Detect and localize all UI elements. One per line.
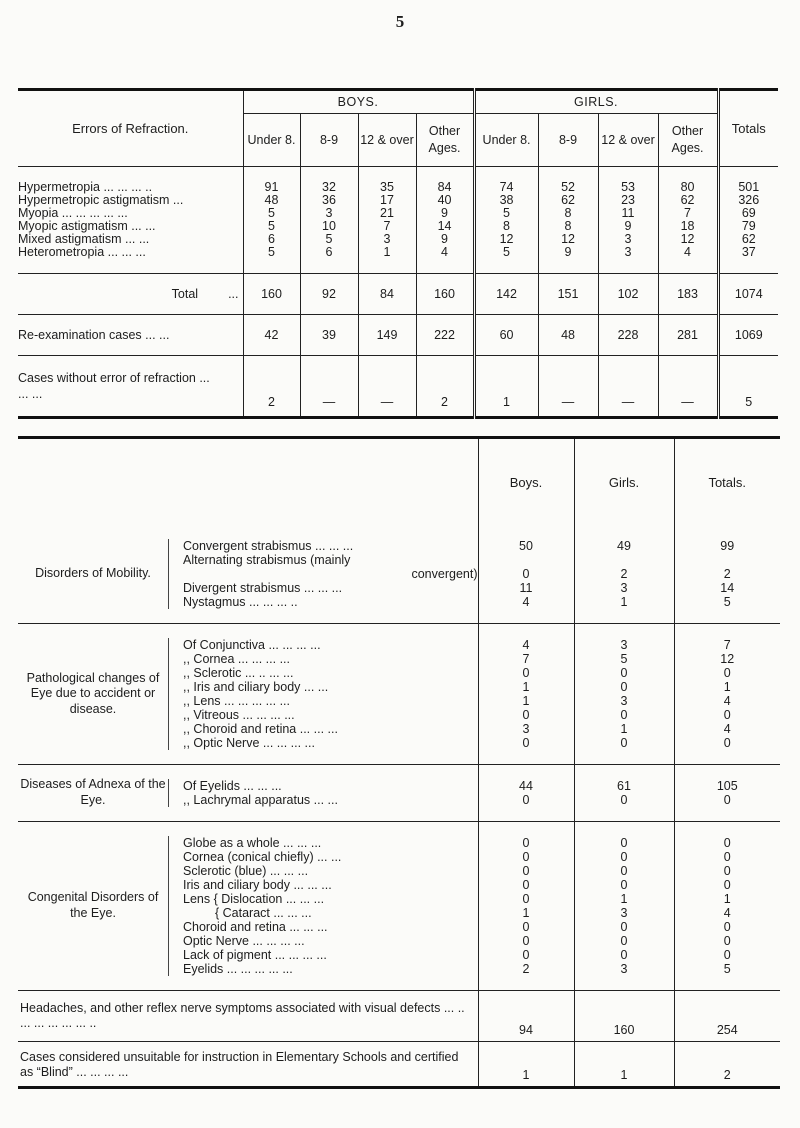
value-cell: — [658,356,718,418]
value-cell: 151 [538,274,598,315]
item-label: ,, Lens ... ... ... ... ... [183,694,290,708]
value-cell: 0 [522,948,530,962]
value-cell: 2 [243,356,300,418]
value-cell: 228 [598,315,658,356]
value-cell: 3 [620,581,628,595]
refraction-table [18,88,778,419]
row-label: Mixed astigmatism ... ... [18,233,150,246]
value-cell: 1 [522,680,530,694]
value-cell: 0 [522,793,530,807]
value-cell: 1 [574,1042,674,1088]
value-cell: 1 [478,1042,574,1088]
item-label: Choroid and retina ... ... ... [183,920,328,934]
value-cell: 48 [243,194,300,207]
value-cell: 2 [416,356,474,418]
value-cell: 79 [718,220,778,233]
category-label: Congenital Disorders of the Eye. [18,822,168,991]
value-cell: 0 [522,920,530,934]
total-label: Total [171,287,199,301]
value-cell: 0 [723,948,731,962]
value-cell: 18 [658,220,718,233]
value-cell: 99 [720,539,735,553]
summary-label: Headaches, and other reflex nerve symptoms associated with visual defects ... .. ... ... ... ... ... .. [18,991,478,1042]
table-row [18,181,778,194]
item-label: convergent) [411,567,478,581]
table-row [18,207,778,220]
value-cell: 1 [522,906,530,920]
value-cell: 10 [300,220,358,233]
item-label: ,, Vitreous ... ... ... ... [183,708,295,722]
item-label: Lack of pigment ... ... ... ... [183,948,327,962]
girls-12-over-header: 12 & over [598,114,658,167]
value-cell: 12 [474,233,538,246]
value-cell: 4 [522,638,530,652]
value-cell: 8 [538,220,598,233]
item-label: ,, Sclerotic ... .. ... ... [183,666,294,680]
value-cell: 1 [474,356,538,418]
value-cell: 5 [620,652,628,666]
table-row [18,356,778,418]
value-cell: 4 [416,246,474,259]
item-label: Cornea (conical chiefly) ... ... [183,850,342,864]
value-cell: 222 [416,315,474,356]
value-cell: 4 [522,595,530,609]
value-cell: 37 [718,246,778,259]
value-cell: 4 [723,722,731,736]
value-cell: 0 [620,920,628,934]
item-label: Sclerotic (blue) ... ... ... [183,864,309,878]
value-cell: 42 [243,315,300,356]
totals-header: Totals. [674,438,780,526]
value-cell: 2 [522,962,530,976]
defect-group [18,822,780,991]
value-cell: 14 [416,220,474,233]
defect-group [18,624,780,765]
value-cell: 0 [723,708,731,722]
value-cell: 5 [474,246,538,259]
value-cell: 48 [538,315,598,356]
value-cell: 62 [658,194,718,207]
value-cell: 1069 [718,315,778,356]
value-cell: 0 [522,567,530,581]
boys-other-ages-header: Other Ages. [416,114,474,167]
value-cell: 5 [300,233,358,246]
value-cell: 62 [538,194,598,207]
item-label: Optic Nerve ... ... ... ... [183,934,305,948]
value-cell: 0 [723,934,731,948]
value-cell: 2 [674,1042,780,1088]
boys-12-over-header: 12 & over [358,114,416,167]
defects-table [18,436,780,1089]
value-cell: 17 [358,194,416,207]
value-cell: 44 [519,779,533,793]
value-cell: 62 [718,233,778,246]
value-cell: 74 [474,181,538,194]
value-cell: 0 [620,948,628,962]
value-cell: 1 [358,246,416,259]
value-cell: 0 [620,793,628,807]
row-label: Heterometropia ... ... ... [18,246,146,259]
value-cell: 3 [620,906,628,920]
value-cell: 0 [620,836,628,850]
value-cell: 1 [723,680,731,694]
value-cell: 9 [598,220,658,233]
value-cell: 7 [358,220,416,233]
value-cell: 0 [522,708,530,722]
value-cell: — [538,356,598,418]
value-cell: 3 [598,233,658,246]
item-label: Lens { Dislocation ... ... ... [183,892,325,906]
value-cell: 254 [674,991,780,1042]
value-cell: 91 [243,181,300,194]
value-cell: 0 [522,878,530,892]
total-dots: ... [228,287,239,301]
value-cell: 50 [519,539,533,553]
girls-8-9-header: 8-9 [538,114,598,167]
value-cell: 0 [620,864,628,878]
value-cell: 23 [598,194,658,207]
value-cell: 0 [620,736,628,750]
item-label: Iris and ciliary body ... ... ... [183,878,332,892]
value-cell: 3 [620,694,628,708]
value-cell [575,553,674,567]
value-cell: 0 [723,793,731,807]
category-label: Pathological changes of Eye due to accident or disease. [18,624,168,765]
value-cell: 8 [474,220,538,233]
value-cell: 0 [620,850,628,864]
row-label: Re-examination cases ... ... [18,315,243,356]
value-cell: 6 [300,246,358,259]
value-cell: 102 [598,274,658,315]
value-cell: 69 [718,207,778,220]
summary-row [18,991,780,1042]
row-label: Cases without error of refraction ... ... ... [18,356,243,418]
value-cell: 5 [723,962,731,976]
value-cell: 0 [522,892,530,906]
item-label: ,, Lachrymal apparatus ... ... [183,793,338,807]
value-cell: 11 [598,207,658,220]
value-cell: 0 [522,666,530,680]
value-cell: 1 [522,694,530,708]
value-cell: 160 [574,991,674,1042]
value-cell: 84 [358,274,416,315]
value-cell: 53 [598,181,658,194]
value-cell [675,553,781,567]
value-cell: 12 [658,233,718,246]
value-cell: 52 [538,181,598,194]
category-label: Disorders of Mobility. [18,525,168,624]
girls-under-8-header: Under 8. [474,114,538,167]
value-cell: 92 [300,274,358,315]
table-row [18,233,778,246]
value-cell: 12 [720,652,735,666]
boys-8-9-header: 8-9 [300,114,358,167]
boys-under-8-header: Under 8. [243,114,300,167]
value-cell: 5 [474,207,538,220]
girls-group-header: GIRLS. [474,90,718,114]
value-cell [479,553,574,567]
value-cell: 183 [658,274,718,315]
item-label: Of Eyelids ... ... ... [183,779,282,793]
summary-row [18,1042,780,1088]
item-label: Convergent strabismus ... ... ... [183,539,354,553]
value-cell: 3 [522,722,530,736]
item-label: ,, Choroid and retina ... ... ... [183,722,338,736]
boys-group-header: BOYS. [243,90,474,114]
table-row [18,246,778,259]
value-cell: 38 [474,194,538,207]
value-cell: 9 [538,246,598,259]
value-cell: 7 [522,652,530,666]
row-label: Myopia ... ... ... ... ... [18,207,128,220]
value-cell: 160 [243,274,300,315]
row-label: Hypermetropia ... ... ... .. [18,181,153,194]
value-cell: 5 [723,595,731,609]
row-label: Myopic astigmatism ... ... [18,220,156,233]
page-number: 5 [395,12,405,31]
boys-header: Boys. [478,438,574,526]
value-cell: 61 [617,779,631,793]
table-row [18,315,778,356]
item-label: ,, Iris and ciliary body ... ... [183,680,329,694]
value-cell: 3 [358,233,416,246]
value-cell: 2 [620,567,628,581]
table-row [18,274,778,315]
value-cell: 3 [620,962,628,976]
value-cell: 0 [723,878,731,892]
value-cell: 39 [300,315,358,356]
value-cell: — [300,356,358,418]
value-cell: 11 [519,581,533,595]
value-cell: 3 [598,246,658,259]
value-cell: 0 [620,680,628,694]
value-cell: 5 [718,356,778,418]
value-cell: 2 [723,567,731,581]
value-cell: 21 [358,207,416,220]
value-cell: 142 [474,274,538,315]
summary-label: Cases considered unsuitable for instruction in Elementary Schools and certified as “Blind” ... ... ... ... [18,1042,478,1088]
value-cell: 9 [416,207,474,220]
value-cell: 4 [658,246,718,259]
value-cell: 8 [538,207,598,220]
value-cell: 0 [620,878,628,892]
value-cell: 7 [658,207,718,220]
defect-group [18,765,780,822]
value-cell: 14 [720,581,735,595]
value-cell: 5 [243,220,300,233]
value-cell: 80 [658,181,718,194]
value-cell: 0 [723,836,731,850]
value-cell: 6 [243,233,300,246]
value-cell: 84 [416,181,474,194]
value-cell: 160 [416,274,474,315]
value-cell: 0 [620,934,628,948]
value-cell: 0 [522,850,530,864]
value-cell: 0 [723,666,731,680]
value-cell: 60 [474,315,538,356]
defect-group [18,525,780,624]
item-label: Nystagmus ... ... ... .. [183,595,298,609]
value-cell: 9 [416,233,474,246]
row-label-header: Errors of Refraction. [18,90,243,167]
value-cell: 0 [723,920,731,934]
value-cell: 5 [243,207,300,220]
value-cell: 94 [478,991,574,1042]
value-cell: 0 [723,850,731,864]
value-cell: 0 [620,708,628,722]
item-label: Divergent strabismus ... ... ... [183,581,343,595]
value-cell: 0 [522,864,530,878]
value-cell: 32 [300,181,358,194]
value-cell: 105 [716,779,738,793]
value-cell: 4 [723,906,731,920]
value-cell: 0 [522,736,530,750]
item-label: { Cataract ... ... ... [215,906,312,920]
value-cell: 5 [243,246,300,259]
value-cell: 1 [620,722,628,736]
value-cell: 149 [358,315,416,356]
value-cell: 1 [620,892,628,906]
value-cell: 1 [723,892,731,906]
value-cell: — [598,356,658,418]
value-cell: 7 [723,638,731,652]
value-cell: 3 [620,638,628,652]
item-label: Globe as a whole ... ... ... [183,836,322,850]
value-cell: 0 [620,666,628,680]
category-label: Diseases of Adnexa of the Eye. [18,765,168,822]
girls-header: Girls. [574,438,674,526]
table-row [18,194,778,207]
value-cell: 36 [300,194,358,207]
value-cell: 0 [723,736,731,750]
value-cell: 501 [718,181,778,194]
value-cell: 35 [358,181,416,194]
row-label [18,274,243,315]
item-label: ,, Optic Nerve ... ... ... ... [183,736,315,750]
item-label: Of Conjunctiva ... ... ... ... [183,638,321,652]
item-label: ,, Cornea ... ... ... ... [183,652,290,666]
value-cell: 40 [416,194,474,207]
value-cell: — [358,356,416,418]
totals-header: Totals [718,90,778,167]
value-cell: 1074 [718,274,778,315]
value-cell: 0 [723,864,731,878]
value-cell: 12 [538,233,598,246]
value-cell: 0 [522,836,530,850]
girls-other-ages-header: Other Ages. [658,114,718,167]
value-cell: 0 [522,934,530,948]
item-label: Alternating strabismus (mainly [183,553,351,567]
table-row [18,220,778,233]
value-cell: 49 [617,539,631,553]
value-cell: 326 [718,194,778,207]
value-cell: 281 [658,315,718,356]
value-cell: 3 [300,207,358,220]
row-label: Hypermetropic astigmatism ... [18,194,184,207]
item-label: Eyelids ... ... ... ... ... [183,962,293,976]
value-cell: 4 [723,694,731,708]
value-cell: 1 [620,595,628,609]
